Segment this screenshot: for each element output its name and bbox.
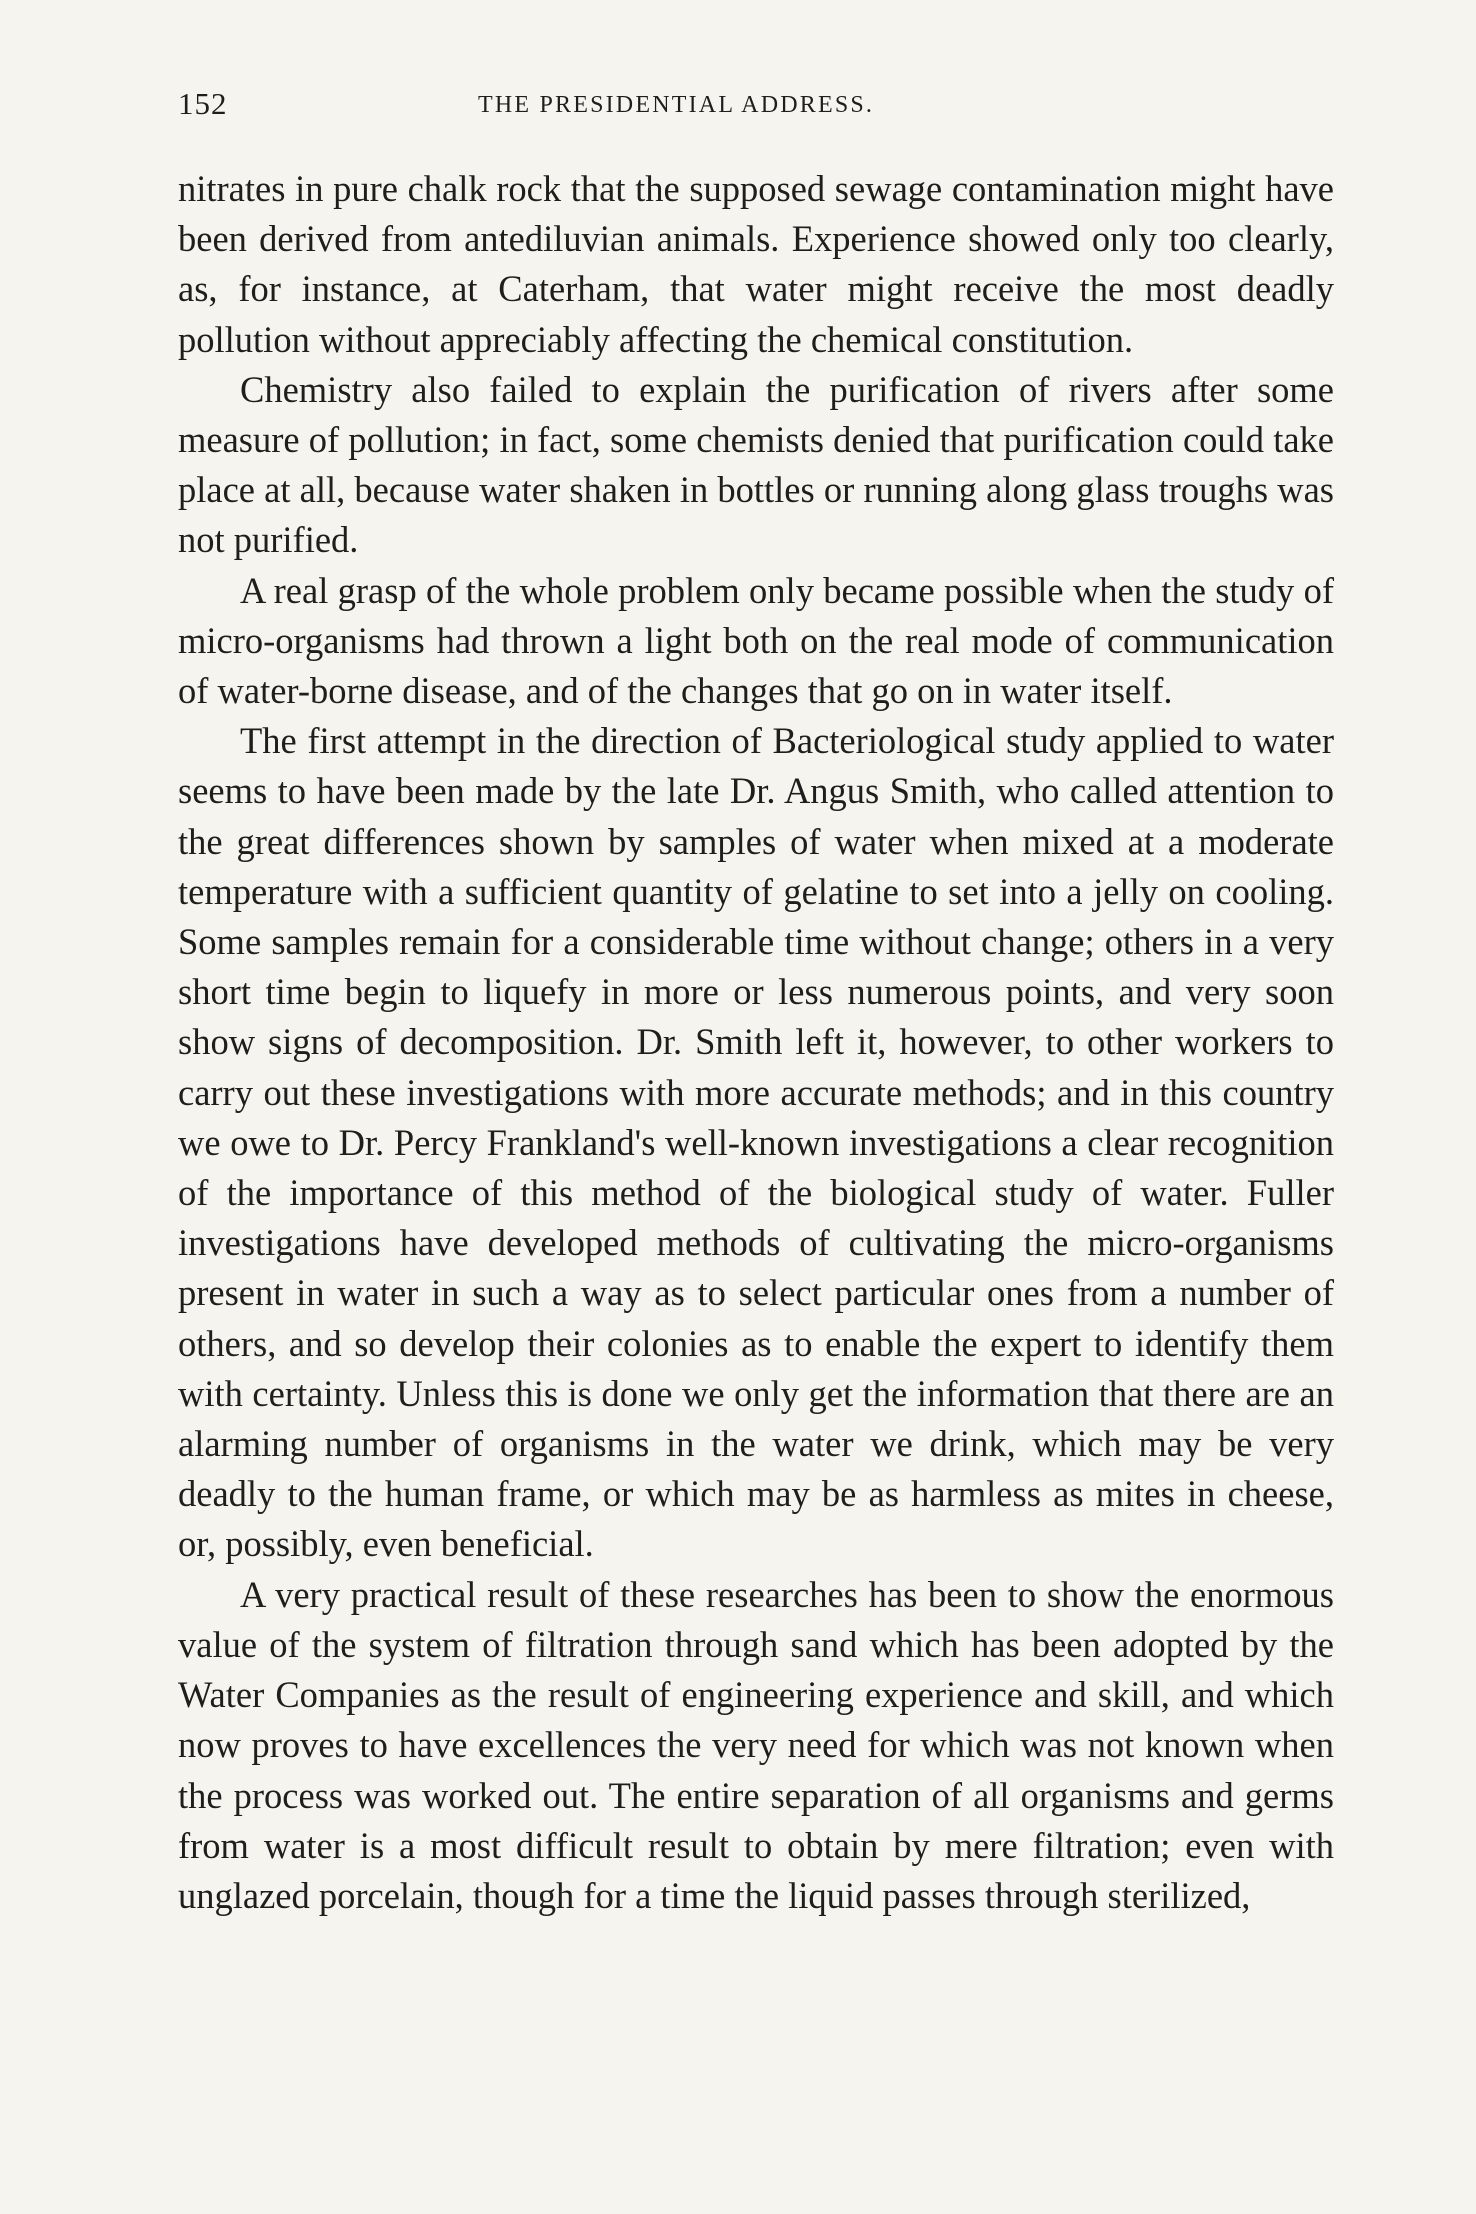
running-head-title: THE PRESIDENTIAL ADDRESS. [478,92,875,118]
running-head [178,86,1356,126]
paragraph-micro-organisms: A real grasp of the whole problem only became possible when the study of micro-organisms had thrown a light both on the real mode of communication of water-borne disease, and of the changes that go on in water itself. [178,569,1334,712]
paragraph-sand-filtration: A very practical result of these researches has been to show the enormous value of the system of filtration through sand which has been adopted by the Water Companies as the result of engineering experience and skill, and which now proves to have excellences the very need for which was not known when the process was worked out. The entire separation of all organisms and germs from water is a most difficult result to obtain by mere filtration; even with unglazed porcelain, though for a time the liquid passes through sterilized, [178,1573,1334,1916]
body-text [178,164,1334,1921]
paragraph-bacteriological-study: The first attempt in the direction of Bacteriological study applied to water seems to have been made by the late Dr. Angus Smith, who called attention to the great differences shown by samples of water when mixed at a moderate temperature with a sufficient quantity of gelatine to set into a jelly on cooling. Some samples remain for a considerable time without change; others in a very short time begin to liquefy in more or less numerous points, and very soon show signs of decomposition. Dr. Smith left it, however, to other workers to carry out these investigations with more accurate methods; and in this country we owe to Dr. Percy Frankland's well-known investigations a clear recognition of the importance of this method of the biological study of water. Fuller investigations have developed methods of cultivating the micro-organisms present in water in such a way as to select particular ones from a number of others, and so develop their colonies as to enable the expert to identify them with certainty. Unless this is done we only get the information that there are an alarming number of organisms in the water we drink, which may be very deadly to the human frame, or which may be as harmless as mites in cheese, or, possibly, even beneficial. [178,720,1334,1565]
page-number: 152 [178,86,228,121]
paragraph-chemistry-failure: Chemistry also failed to explain the purification of rivers after some measure of pollution; in fact, some chemists denied that purification could take place at all, because water shaken in bottles or running along glass troughs was not purified. [178,368,1334,561]
paragraph-continued: nitrates in pure chalk rock that the supposed sewage contamination might have been derived from antediluvian animals. Experience showed only too clearly, as, for instance, at Caterham, that water might receive the most deadly pollution without appreciably affecting the chemical constitution. [178,168,1334,360]
